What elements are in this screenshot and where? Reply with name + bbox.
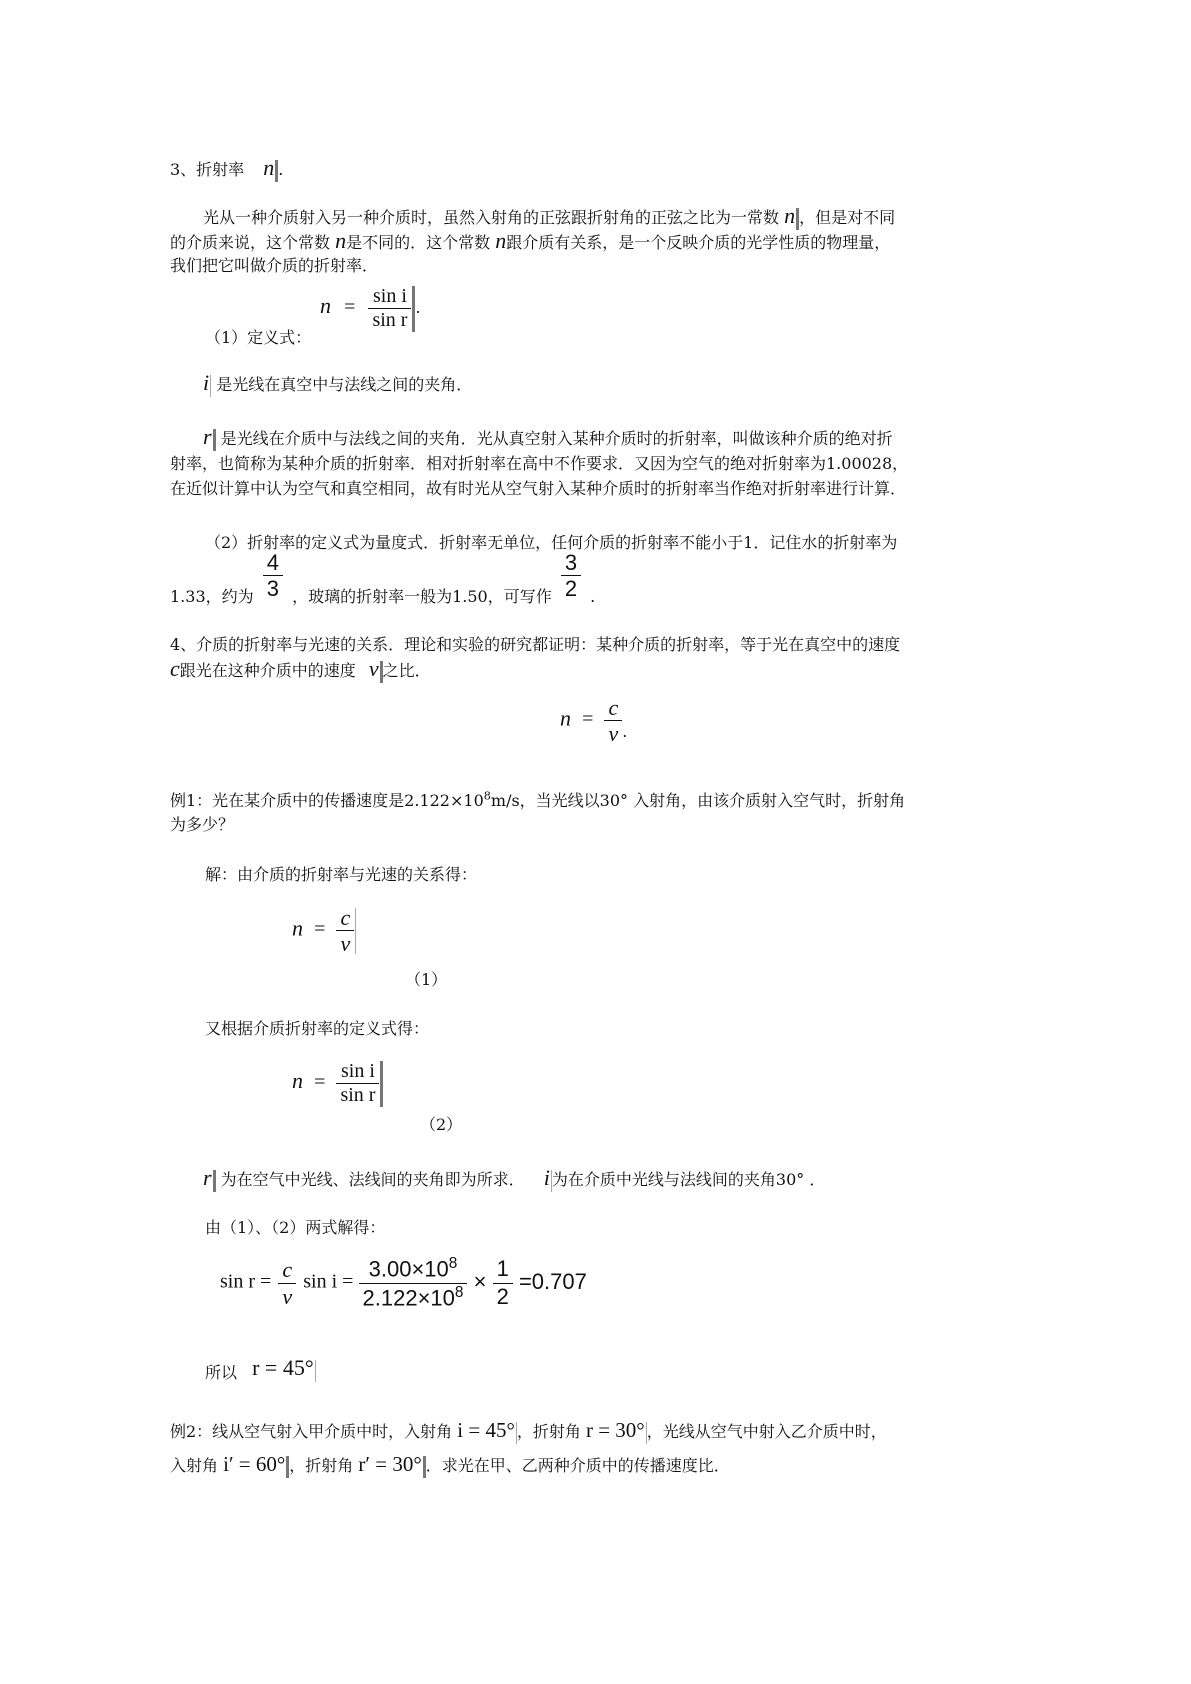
- equals-sign: =: [314, 1071, 326, 1093]
- text: 1.33，约为: [170, 587, 254, 607]
- c-symbol: c: [170, 656, 180, 681]
- numerator: 1: [493, 1256, 513, 1283]
- equals-sign: =: [314, 918, 326, 941]
- equals-sign: =: [582, 708, 594, 731]
- text: ，光线从空气中射入乙介质中时，: [646, 1422, 887, 1441]
- example1-line1: [170, 788, 905, 811]
- text: 是光线在真空中与法线之间的夹角．: [216, 375, 473, 394]
- denominator: 2: [496, 1283, 509, 1309]
- n-symbol: n: [495, 228, 507, 253]
- numerator: 3: [564, 550, 578, 575]
- answer-formula: r = 45°: [252, 1355, 314, 1380]
- incident-angle-2: i′ = 60°: [223, 1452, 286, 1476]
- fraction: [604, 695, 622, 747]
- formula-marker: [213, 429, 216, 451]
- equation-1-tag: （1）: [405, 970, 448, 989]
- i-symbol: i: [203, 370, 210, 395]
- denominator: v: [608, 721, 619, 747]
- n-symbol: n: [335, 228, 347, 253]
- equals-sign: =: [344, 296, 356, 318]
- answer-line: [205, 1355, 316, 1382]
- numerator: sin i: [368, 285, 411, 309]
- i-symbol: i: [543, 1165, 550, 1190]
- times-sign: ×: [473, 1269, 487, 1295]
- example2-line2: [170, 1452, 730, 1478]
- text: 为在介质中光线与法线间的夹角30° ．: [551, 1170, 826, 1189]
- text: ，玻璃的折射率一般为1.50，可写作: [292, 587, 552, 607]
- para1-line1: [203, 203, 895, 230]
- section-4-line1: 4、介质的折射率与光速的关系．理论和实验的研究都证明：某种介质的折射率，等于光在真空中的速度: [170, 635, 901, 654]
- para2-line2: [170, 550, 596, 607]
- r-symbol: r: [203, 424, 212, 449]
- i-definition-line: [203, 370, 472, 397]
- text: ，折射角: [289, 1456, 354, 1475]
- example2-line1: [170, 1418, 887, 1444]
- incident-angle-1: i = 45°: [457, 1418, 515, 1442]
- r-symbol: r: [203, 1165, 212, 1190]
- n-symbol: n: [292, 915, 303, 941]
- sin-r-lhs: sin r =: [220, 1270, 272, 1293]
- denominator: sin r: [340, 1084, 376, 1106]
- denominator: v: [340, 931, 351, 957]
- text: 所以: [205, 1363, 238, 1382]
- refraction-angle-1: r = 30°: [585, 1418, 645, 1442]
- r-para-line2: 射率，也简称为某种介质的折射率．相对折射率在高中不作要求．又因为空气的绝对折射率为1.00028，: [170, 454, 909, 473]
- one-half: [493, 1256, 513, 1310]
- solution-intro: 解：由介质的折射率与光速的关系得：: [205, 865, 478, 884]
- text: 入射角: [170, 1456, 219, 1475]
- equation-2: [292, 1060, 383, 1107]
- text: 光从一种介质射入另一种介质时，虽然入射角的正弦跟折射角的正弦之比为一常数: [203, 208, 780, 227]
- text: 例2：线从空气射入甲介质中时，入射角: [170, 1422, 453, 1441]
- numerator: $3.00\times 10^8$: [359, 1255, 468, 1284]
- numerator: c: [336, 905, 354, 931]
- r-para-line1: [203, 424, 893, 451]
- section-3-heading: [170, 155, 283, 182]
- fraction-four-thirds: [263, 550, 283, 602]
- text: ．求光在甲、乙两种介质中的传播速度比．: [425, 1456, 730, 1475]
- text: 为在空气中光线、法线间的夹角即为所求．: [220, 1170, 525, 1189]
- c-over-v: [278, 1257, 296, 1309]
- angle-note: [203, 1165, 825, 1192]
- calculation-equation: [220, 1255, 587, 1311]
- text: 的介质来说，这个常数: [170, 233, 331, 252]
- formula-marker: [355, 908, 356, 954]
- denominator: v: [282, 1283, 293, 1309]
- exponent: 8: [483, 789, 491, 803]
- text: 例1：光在某介质中的传播速度是2.122×10: [170, 791, 484, 810]
- period: .: [590, 587, 596, 607]
- text: ，折射角: [516, 1422, 581, 1441]
- speed-formula: [560, 695, 627, 747]
- text: 是不同的．这个常数: [346, 233, 491, 252]
- denominator: $2.122\times 10^8$: [362, 1283, 464, 1311]
- n-symbol: n: [560, 705, 571, 731]
- denominator: 3: [266, 576, 279, 602]
- n-symbol: n: [263, 155, 275, 180]
- numerator: c: [604, 695, 622, 721]
- numerator: c: [278, 1257, 296, 1283]
- formula-marker: [315, 1360, 316, 1382]
- section-4-line2: [170, 656, 431, 683]
- period: .: [622, 722, 628, 742]
- formula-marker: [380, 1061, 383, 1107]
- derivation-intro: 由（1）、（2）两式解得：: [205, 1218, 386, 1237]
- refraction-angle-2: r′ = 30°: [358, 1452, 422, 1476]
- fraction: [368, 285, 411, 332]
- formula-marker: [210, 375, 211, 397]
- text: 跟光在这种介质中的速度: [179, 661, 356, 680]
- n-symbol: n: [292, 1068, 303, 1093]
- numerator: 4: [266, 550, 279, 575]
- formula-marker: [213, 1170, 216, 1192]
- definition-label: （1）定义式：: [205, 328, 312, 347]
- fraction: [336, 905, 354, 957]
- result: =0.707: [518, 1269, 587, 1295]
- numerator: sin i: [336, 1060, 379, 1084]
- equation-2-tag: （2）: [420, 1115, 463, 1134]
- fraction-three-halves: [561, 550, 581, 602]
- period: .: [415, 298, 421, 317]
- denominator: sin r: [372, 309, 408, 331]
- para1-line2: [170, 228, 890, 254]
- n-symbol: n: [784, 203, 796, 228]
- r-para-line3: 在近似计算中认为空气和真空相同，故有时光从空气射入某种介质时的折射率当作绝对折射率进行计算．: [170, 479, 907, 498]
- heading-text: 3、折射率: [170, 160, 245, 179]
- definition-intro: 又根据介质折射率的定义式得：: [205, 1019, 430, 1038]
- denominator: 2: [564, 576, 578, 602]
- fraction: [336, 1060, 379, 1107]
- para2-line1: （2）折射率的定义式为量度式．折射率无单位，任何介质的折射率不能小于1．记住水的折射率为: [205, 533, 898, 552]
- period: .: [278, 160, 284, 179]
- sin-i: sin i =: [303, 1270, 354, 1293]
- n-symbol: n: [320, 293, 331, 318]
- equation-1: [292, 905, 356, 957]
- text: 跟介质有关系，是一个反映介质的光学性质的物理量，: [506, 233, 891, 252]
- definition-formula: [320, 285, 421, 332]
- para1-line3: 我们把它叫做介质的折射率．: [170, 256, 379, 275]
- text: m/s，当光线以30° 入射角，由该介质射入空气时，折射角: [490, 791, 906, 810]
- v-symbol: v: [368, 656, 379, 681]
- example1-line2: 为多少？: [170, 815, 235, 834]
- text: 之比．: [382, 661, 431, 680]
- text: 是光线在介质中与法线之间的夹角．光从真空射入某种介质时的折射率，叫做该种介质的绝对折: [220, 429, 893, 448]
- text: ，但是对不同: [799, 208, 896, 227]
- speed-ratio: [359, 1255, 468, 1311]
